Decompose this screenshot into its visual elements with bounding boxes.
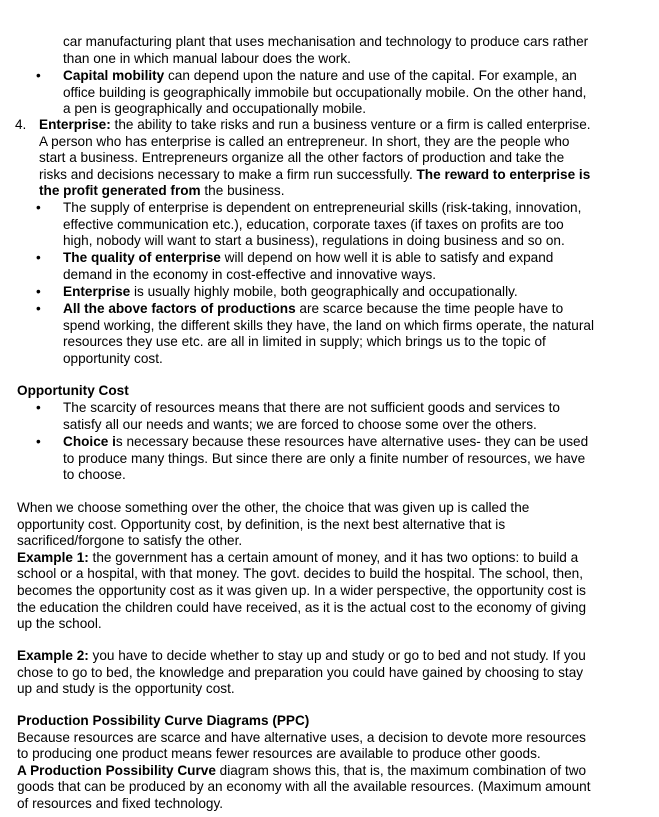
bullet-icon: •: [36, 68, 41, 83]
heading-opportunity-cost: Opportunity Cost: [17, 383, 129, 398]
bullet-capital-mobility: • Capital mobility can depend upon the nature and use of the capital. For example, an office building is geographically immobile but occupationally mobile. On the other hand, a pen is geographically and occupationally mobile.: [36, 68, 587, 117]
bullet-enterprise-supply: • The supply of enterprise is dependent on entrepreneurial skills (risk-taking, innovation, effective communication etc.), education, corporate taxes (if taxes on profits are too high, nobody will want to start a business), regulations in doing business and so on.: [36, 200, 582, 249]
bullet-icon: •: [36, 400, 41, 415]
bullet-factors-scarce: • All the above factors of productions are scarce because the time people have to spend working, the different skills they have, the land on which firms operate, the natural resources they use etc. are all in limited in supply; which brings us to the topic of opportunity cost.: [36, 301, 594, 366]
bullet-enterprise-mobility: • Enterprise is usually highly mobile, both geographically and occupationally.: [36, 284, 518, 299]
paragraph-example-2: Example 2: you have to decide whether to stay up and study or go to bed and not study. If you chose to go to bed, the knowledge and preparation you could have gained by choosing to stay up and study is the opportunity cost.: [17, 648, 586, 697]
paragraph-opportunity-definition: When we choose something over the other, the choice that was given up is called the opportunity cost. Opportunity cost, by definition, is the next best alternative that is sacrificed/forgone to satisfy the other. Example 1: the government has a certain amount of money, and it has two options: to build a school or a hospital, with that money. The govt. decides to build the hospital. The school, then, becomes the opportunity cost as it was given up. In a wider perspective, the opportunity cost is the education the children could have received, as it is the actual cost to the economy of giving up the school.: [17, 500, 587, 632]
bullet-icon: •: [36, 284, 41, 299]
bullet-enterprise-quality: • The quality of enterprise will depend on how well it is able to satisfy and expand demand in the economy in cost-effective and innovative ways.: [36, 250, 554, 282]
continued-text: car manufacturing plant that uses mechanisation and technology to produce cars rather than one in which manual labour does the work.: [63, 34, 589, 66]
bullet-icon: •: [36, 434, 41, 449]
section-ppc: Production Possibility Curve Diagrams (PPC) Because resources are scarce and have alternative uses, a decision to devote more resources to producing one product means fewer resources are available to produce other goods. A Production Possibility Curve diagram shows this, that is, the maximum combination of two goods that can be produced by an economy with all the available resources. (Maximum amount of resources and fixed technology.: [0, 713, 659, 813]
bullet-icon: •: [36, 301, 41, 316]
heading-ppc: Production Possibility Curve Diagrams (PPC): [17, 713, 310, 728]
bullet-scarcity: • The scarcity of resources means that there are not sufficient goods and services to satisfy all our needs and wants; we are forced to choose some over the others.: [36, 400, 560, 432]
bullet-icon: •: [36, 200, 41, 215]
bullet-icon: •: [36, 250, 41, 265]
enterprise-item: 4. Enterprise: the ability to take risks and run a business venture or a firm is called enterprise. A person who has enterprise is called an entrepreneur. In short, they are the people who start a business. Entrepreneurs organize all the other factors of production and take the risks and decisions necessary to make a firm run successfully. The reward to enterprise is the profit generated from the business.: [15, 117, 591, 199]
bullet-choice: • Choice is necessary because these resources have alternative uses- they can be used to produce many things. But since there are only a finite number of resources, we have to choose.: [36, 434, 589, 483]
